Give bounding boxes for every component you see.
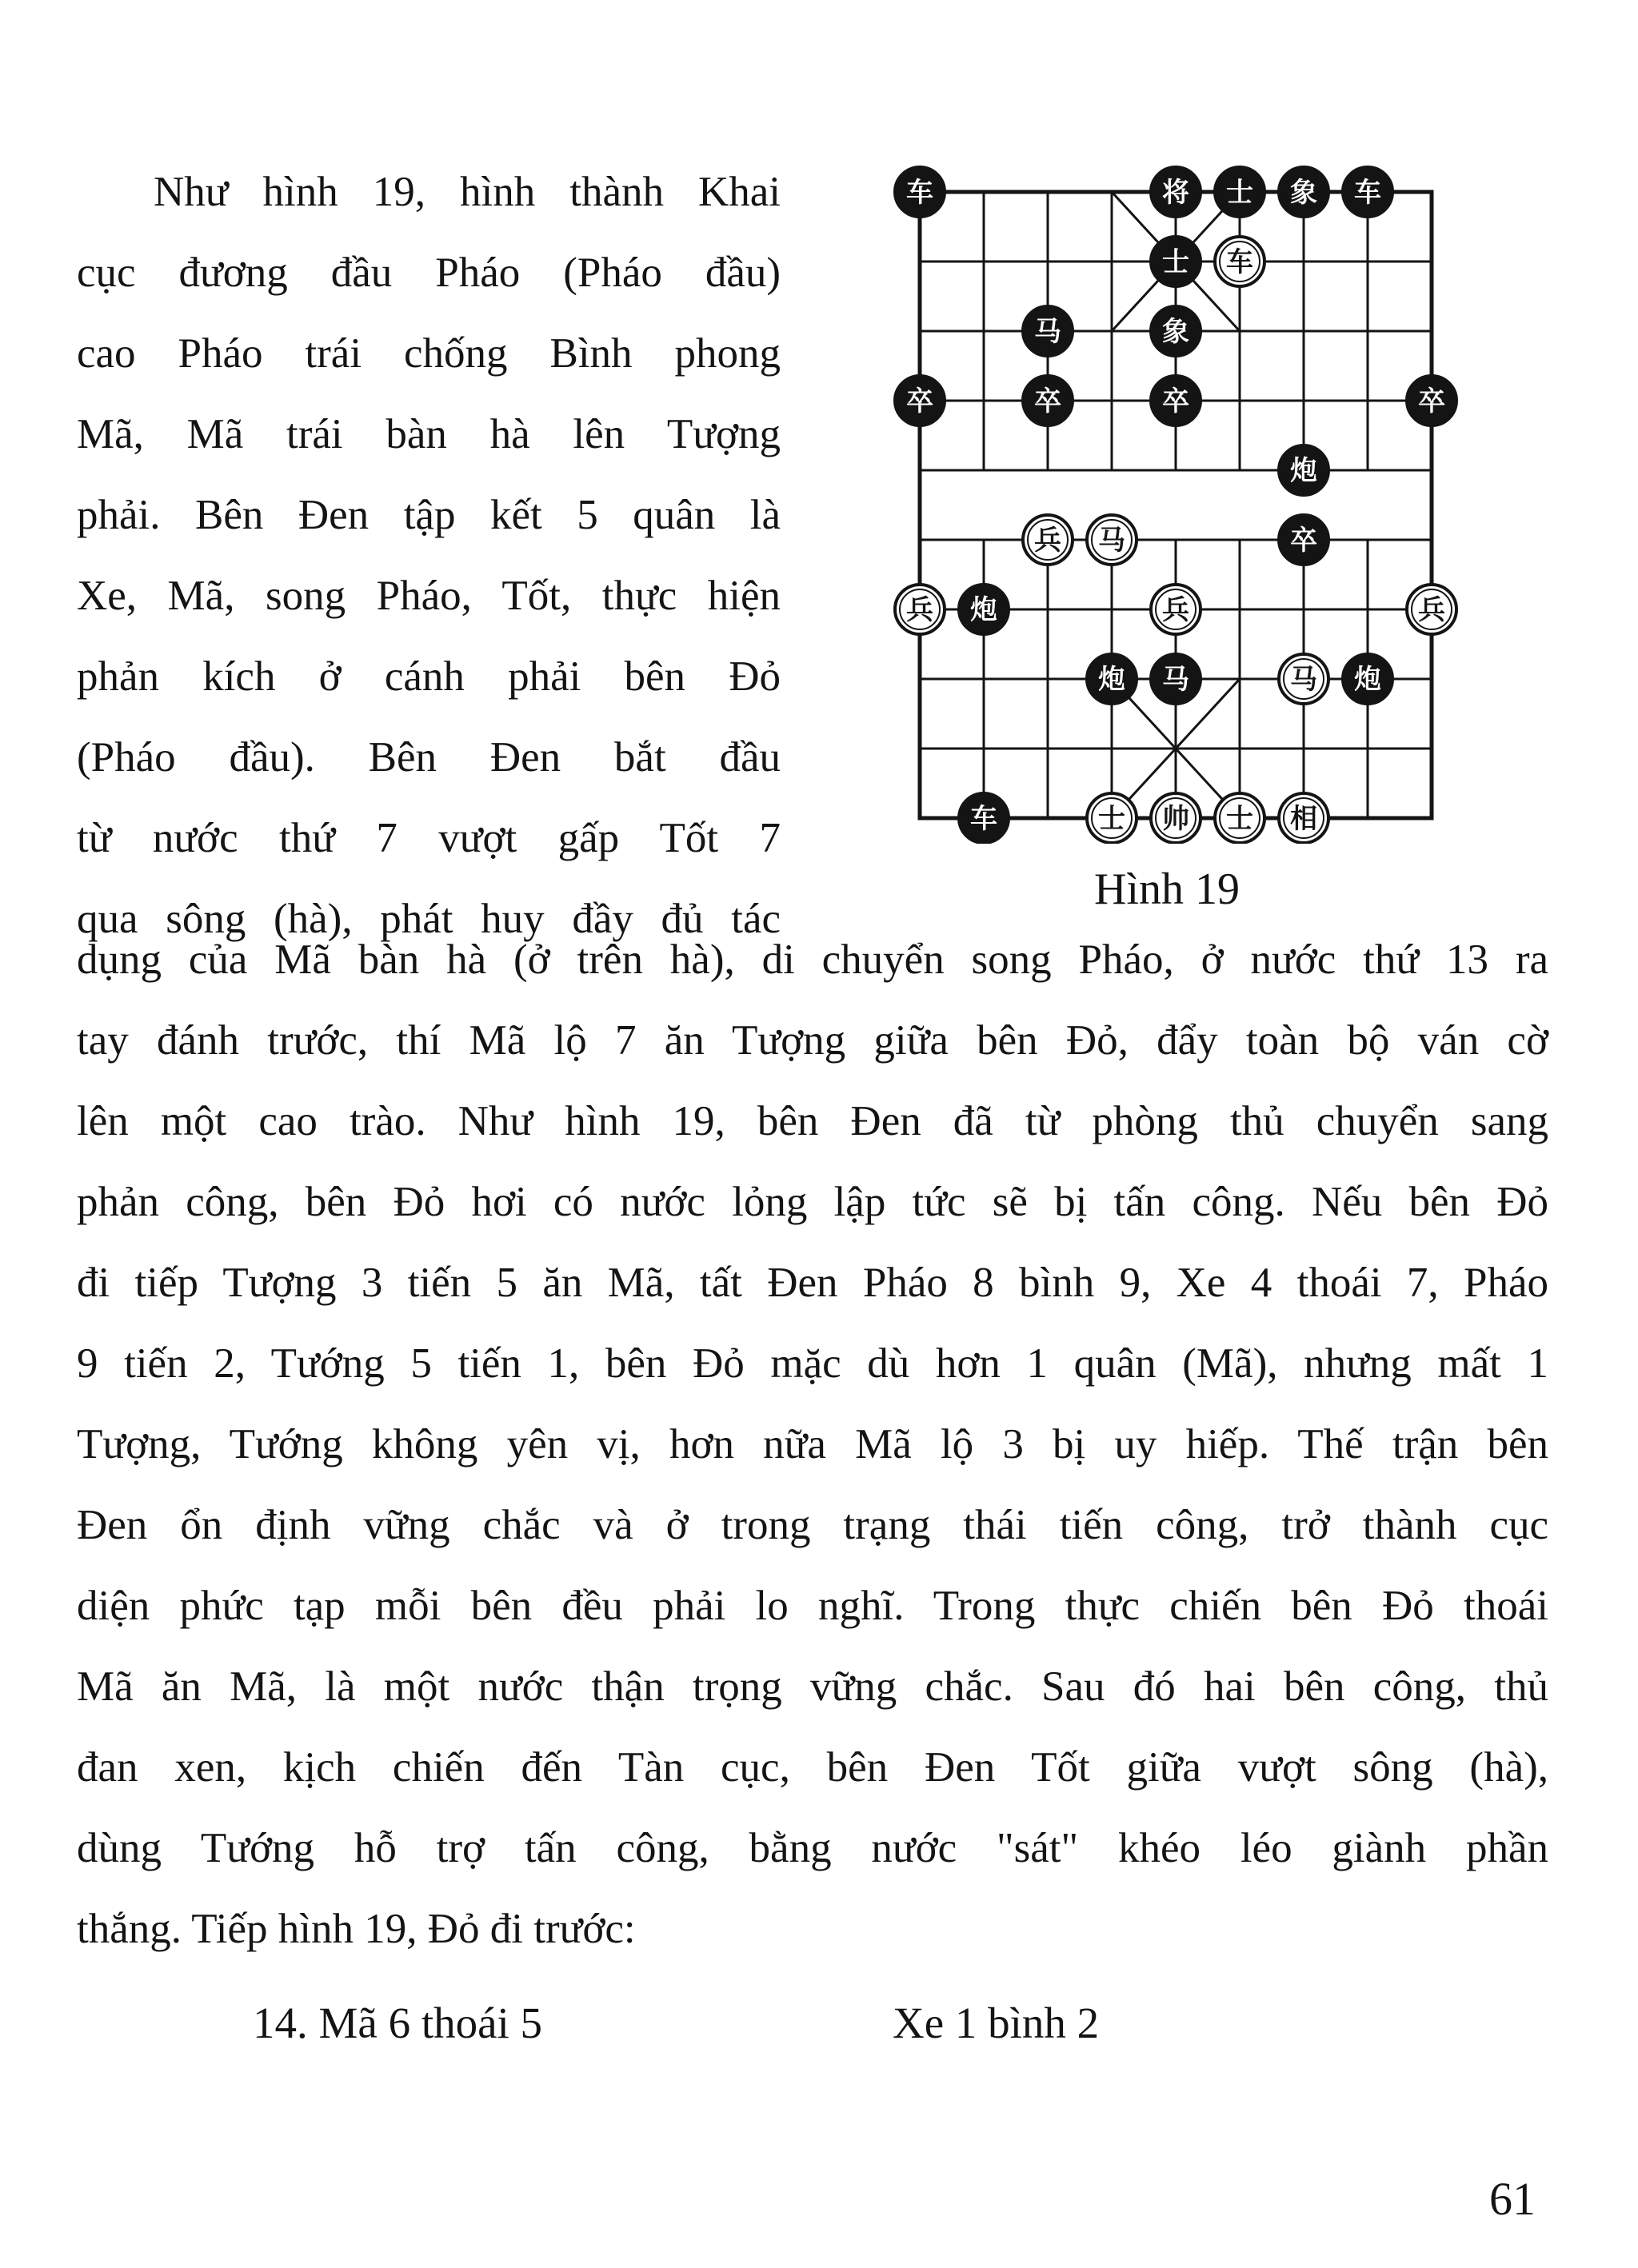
text-line: phản công, bên Đỏ hơi có nước lỏng lập tức sẽ bị tấn công. Nếu bên Đỏ xyxy=(77,1179,1548,1225)
piece-glyph: 兵 xyxy=(906,594,933,626)
xiangqi-board-figure xyxy=(864,148,1488,844)
piece-glyph: 炮 xyxy=(970,594,997,626)
text-line: Như hình 19, hình thành Khai xyxy=(154,169,781,215)
black-piece xyxy=(1407,376,1456,425)
piece-glyph: 马 xyxy=(1098,525,1125,557)
text-line: dụng của Mã bàn hà (ở trên hà), di chuyển song Pháo, ở nước thứ 13 ra xyxy=(77,936,1548,983)
text-line: đan xen, kịch chiến đến Tàn cục, bên Đen Tốt giữa vượt sông (hà), xyxy=(77,1744,1548,1791)
piece-glyph: 马 xyxy=(1034,316,1061,348)
black-piece xyxy=(1151,654,1201,704)
black-move: Xe 1 bình 2 xyxy=(893,1998,1100,2047)
red-piece xyxy=(1215,793,1264,843)
red-piece xyxy=(1279,654,1328,704)
text-line: Mã, Mã trái bàn hà lên Tượng xyxy=(77,411,781,457)
piece-glyph: 炮 xyxy=(1290,455,1317,487)
red-piece xyxy=(1279,793,1328,843)
text-line: tay đánh trước, thí Mã lộ 7 ăn Tượng giữa bên Đỏ, đẩy toàn bộ ván cờ xyxy=(77,1017,1548,1064)
red-piece xyxy=(1407,585,1456,634)
text-line: lên một cao trào. Như hình 19, bên Đen đã từ phòng thủ chuyển sang xyxy=(77,1098,1548,1144)
piece-glyph: 士 xyxy=(1226,177,1253,209)
piece-glyph: 马 xyxy=(1290,664,1317,696)
piece-glyph: 士 xyxy=(1226,803,1253,835)
text-line: Mã ăn Mã, là một nước thận trọng vững chắc. Sau đó hai bên công, thủ xyxy=(77,1663,1548,1710)
text-line: diện phức tạp mỗi bên đều phải lo nghĩ. Trong thực chiến bên Đỏ thoái xyxy=(77,1583,1548,1629)
main-paragraph xyxy=(77,920,1548,1970)
text-line: từ nước thứ 7 vượt gấp Tốt 7 xyxy=(77,815,781,861)
piece-glyph: 兵 xyxy=(1418,594,1445,626)
page-number: 61 xyxy=(1489,2173,1536,2225)
red-piece xyxy=(1087,515,1137,565)
piece-glyph: 象 xyxy=(1290,177,1317,209)
red-piece xyxy=(895,585,945,634)
red-piece xyxy=(1151,793,1201,843)
text-line: cục đương đầu Pháo (Pháo đầu) xyxy=(77,250,781,296)
red-move: 14. Mã 6 thoái 5 xyxy=(253,1998,543,2047)
black-piece xyxy=(895,167,945,217)
piece-glyph: 炮 xyxy=(1098,664,1125,696)
red-piece xyxy=(1023,515,1073,565)
piece-glyph: 卒 xyxy=(1162,385,1189,417)
piece-glyph: 炮 xyxy=(1354,664,1381,696)
black-piece xyxy=(1023,376,1073,425)
black-piece xyxy=(1215,167,1264,217)
piece-glyph: 车 xyxy=(1226,246,1253,278)
piece-glyph: 车 xyxy=(970,803,997,835)
piece-glyph: 车 xyxy=(906,177,933,209)
red-piece xyxy=(1215,237,1264,286)
piece-glyph: 兵 xyxy=(1162,594,1189,626)
text-line: Xe, Mã, song Pháo, Tốt, thực hiện xyxy=(77,573,781,619)
black-piece xyxy=(1087,654,1137,704)
text-line: Tượng, Tướng không yên vị, hơn nữa Mã lộ 3 bị uy hiếp. Thế trận bên xyxy=(77,1421,1548,1467)
black-piece xyxy=(959,793,1009,843)
piece-glyph: 兵 xyxy=(1034,525,1061,557)
black-piece xyxy=(1343,167,1392,217)
black-piece xyxy=(1279,167,1328,217)
figure-caption: Hình 19 xyxy=(1094,864,1240,914)
black-piece xyxy=(1151,376,1201,425)
piece-glyph: 车 xyxy=(1354,177,1381,209)
text-line: dùng Tướng hỗ trợ tấn công, bằng nước "sát" khéo léo giành phần xyxy=(77,1825,1548,1871)
text-line: cao Pháo trái chống Bình phong xyxy=(77,330,781,377)
text-line: qua sông (hà), phát huy đầy đủ tác xyxy=(77,896,781,942)
red-piece xyxy=(1087,793,1137,843)
black-piece xyxy=(1279,515,1328,565)
piece-glyph: 士 xyxy=(1162,246,1189,278)
piece-glyph: 马 xyxy=(1162,664,1189,696)
black-piece xyxy=(959,585,1009,634)
piece-glyph: 将 xyxy=(1162,177,1189,209)
text-line: 9 tiến 2, Tướng 5 tiến 1, bên Đỏ mặc dù hơn 1 quân (Mã), nhưng mất 1 xyxy=(77,1340,1548,1387)
black-piece xyxy=(1023,306,1073,356)
black-piece xyxy=(1151,167,1201,217)
text-line: đi tiếp Tượng 3 tiến 5 ăn Mã, tất Đen Pháo 8 bình 9, Xe 4 thoái 7, Pháo xyxy=(77,1260,1548,1306)
black-piece xyxy=(1151,306,1201,356)
text-line: phải. Bên Đen tập kết 5 quân là xyxy=(77,492,781,538)
red-piece xyxy=(1151,585,1201,634)
text-line: phản kích ở cánh phải bên Đỏ xyxy=(77,653,781,700)
side-paragraph xyxy=(77,152,781,960)
piece-glyph: 相 xyxy=(1290,803,1317,835)
black-piece xyxy=(1343,654,1392,704)
text-line: Đen ổn định vững chắc và ở trong trạng thái tiến công, trở thành cục xyxy=(77,1502,1548,1548)
piece-glyph: 象 xyxy=(1162,316,1189,348)
xiangqi-board xyxy=(864,148,1488,844)
piece-glyph: 士 xyxy=(1098,803,1125,835)
piece-glyph: 卒 xyxy=(1290,525,1317,557)
piece-glyph: 帅 xyxy=(1162,803,1189,835)
piece-glyph: 卒 xyxy=(1034,385,1061,417)
black-piece xyxy=(1151,237,1201,286)
text-line: (Pháo đầu). Bên Đen bắt đầu xyxy=(77,734,781,781)
black-piece xyxy=(1279,445,1328,495)
piece-glyph: 卒 xyxy=(1418,385,1445,417)
piece-glyph: 卒 xyxy=(906,385,933,417)
black-piece xyxy=(895,376,945,425)
text-line: thắng. Tiếp hình 19, Đỏ đi trước: xyxy=(77,1906,636,1952)
